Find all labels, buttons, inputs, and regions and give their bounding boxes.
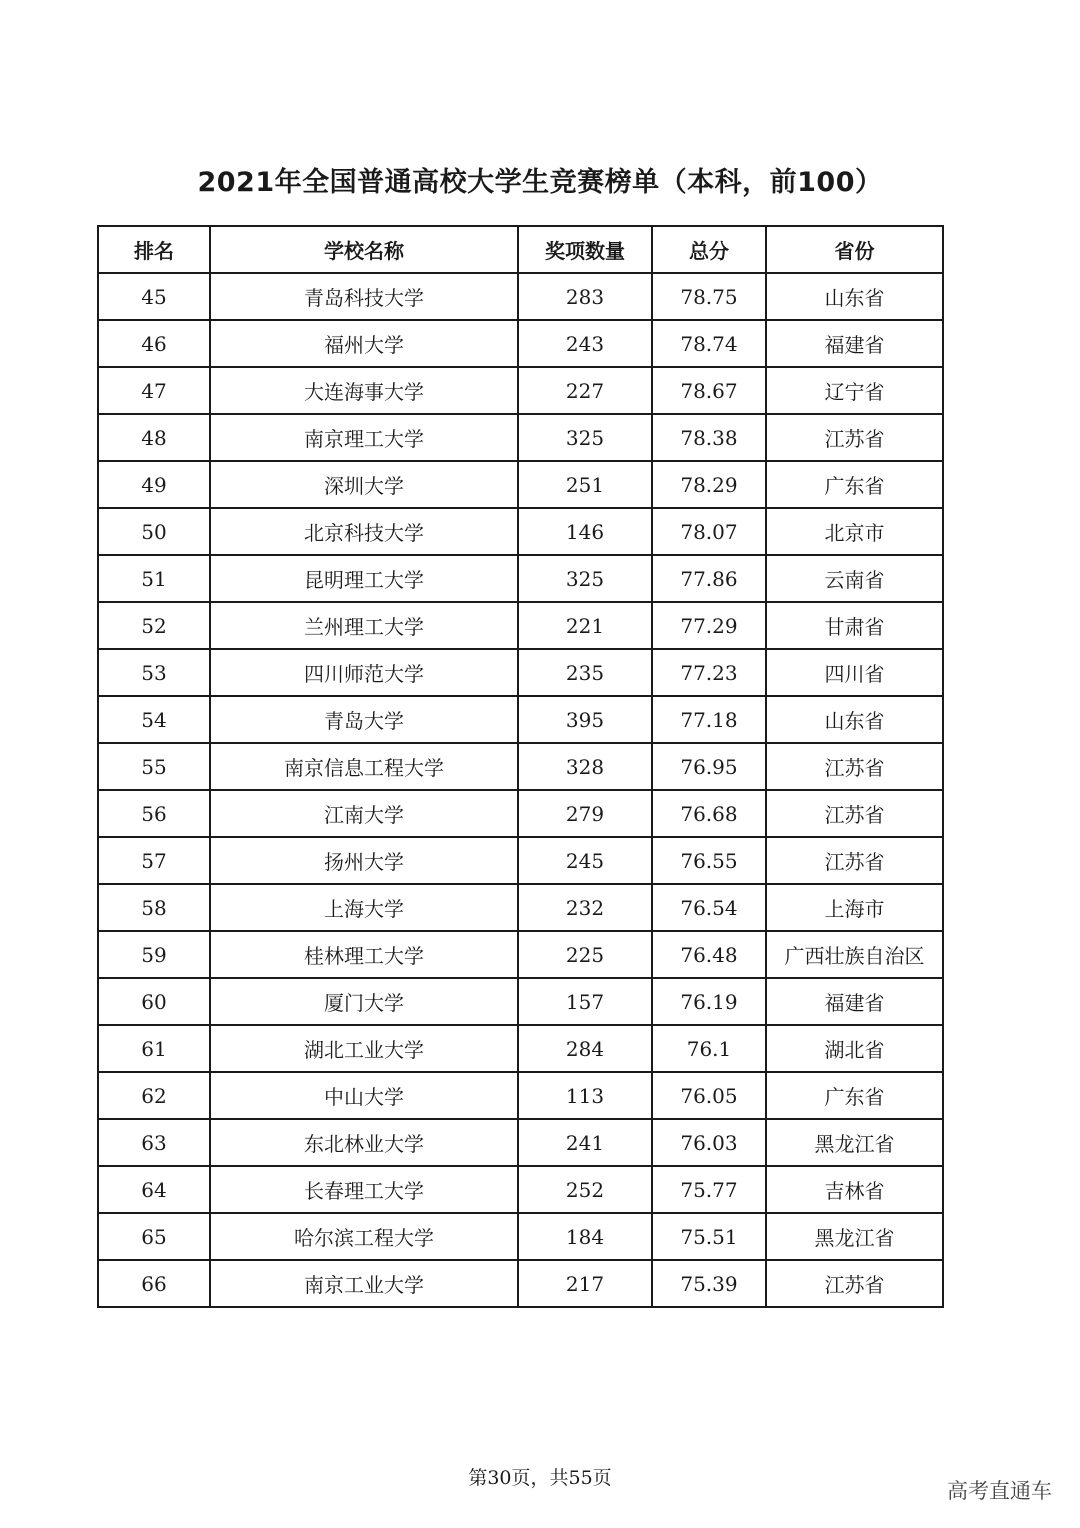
- cell-rank: 46: [98, 320, 210, 367]
- cell-score: 76.48: [652, 931, 766, 978]
- cell-province: 广东省: [766, 1072, 943, 1119]
- page-title: 2021年全国普通高校大学生竞赛榜单（本科，前100）: [197, 167, 883, 198]
- header-awards: 奖项数量: [518, 226, 652, 273]
- cell-rank: 54: [98, 696, 210, 743]
- cell-score: 76.54: [652, 884, 766, 931]
- ranking-table: [97, 225, 944, 1308]
- cell-awards: 243: [518, 320, 652, 367]
- cell-province: 江苏省: [766, 743, 943, 790]
- cell-province: 江苏省: [766, 837, 943, 884]
- cell-school: 扬州大学: [210, 837, 518, 884]
- cell-awards: 217: [518, 1260, 652, 1307]
- cell-score: 75.39: [652, 1260, 766, 1307]
- table-row: [98, 555, 943, 602]
- cell-awards: 221: [518, 602, 652, 649]
- cell-school: 福州大学: [210, 320, 518, 367]
- cell-score: 75.77: [652, 1166, 766, 1213]
- cell-school: 湖北工业大学: [210, 1025, 518, 1072]
- table-row: [98, 649, 943, 696]
- table-row: [98, 1166, 943, 1213]
- cell-province: 福建省: [766, 320, 943, 367]
- cell-school: 青岛大学: [210, 696, 518, 743]
- cell-school: 深圳大学: [210, 461, 518, 508]
- cell-score: 75.51: [652, 1213, 766, 1260]
- cell-score: 76.19: [652, 978, 766, 1025]
- cell-awards: 395: [518, 696, 652, 743]
- cell-score: 76.1: [652, 1025, 766, 1072]
- cell-awards: 279: [518, 790, 652, 837]
- cell-province: 江苏省: [766, 414, 943, 461]
- table-row: [98, 743, 943, 790]
- table-row: [98, 790, 943, 837]
- cell-rank: 57: [98, 837, 210, 884]
- cell-score: 76.03: [652, 1119, 766, 1166]
- cell-school: 东北林业大学: [210, 1119, 518, 1166]
- cell-awards: 325: [518, 414, 652, 461]
- cell-province: 吉林省: [766, 1166, 943, 1213]
- cell-awards: 235: [518, 649, 652, 696]
- cell-awards: 157: [518, 978, 652, 1025]
- cell-rank: 63: [98, 1119, 210, 1166]
- cell-rank: 59: [98, 931, 210, 978]
- table-row: [98, 367, 943, 414]
- cell-rank: 58: [98, 884, 210, 931]
- cell-school: 青岛科技大学: [210, 273, 518, 320]
- cell-rank: 53: [98, 649, 210, 696]
- cell-school: 南京工业大学: [210, 1260, 518, 1307]
- cell-score: 78.74: [652, 320, 766, 367]
- cell-score: 77.29: [652, 602, 766, 649]
- cell-score: 76.95: [652, 743, 766, 790]
- cell-rank: 45: [98, 273, 210, 320]
- cell-province: 云南省: [766, 555, 943, 602]
- cell-awards: 241: [518, 1119, 652, 1166]
- cell-school: 南京理工大学: [210, 414, 518, 461]
- cell-awards: 225: [518, 931, 652, 978]
- cell-rank: 66: [98, 1260, 210, 1307]
- cell-score: 77.86: [652, 555, 766, 602]
- cell-school: 哈尔滨工程大学: [210, 1213, 518, 1260]
- cell-rank: 50: [98, 508, 210, 555]
- watermark-text: 高考直通车: [947, 1479, 1052, 1503]
- cell-school: 中山大学: [210, 1072, 518, 1119]
- table-row: [98, 1072, 943, 1119]
- cell-score: 76.68: [652, 790, 766, 837]
- cell-school: 南京信息工程大学: [210, 743, 518, 790]
- cell-awards: 245: [518, 837, 652, 884]
- header-score: 总分: [652, 226, 766, 273]
- cell-rank: 52: [98, 602, 210, 649]
- cell-rank: 55: [98, 743, 210, 790]
- header-rank: 排名: [98, 226, 210, 273]
- table-row: [98, 320, 943, 367]
- table-body: [98, 273, 943, 1307]
- cell-province: 山东省: [766, 273, 943, 320]
- cell-province: 辽宁省: [766, 367, 943, 414]
- table-row: [98, 602, 943, 649]
- table-row: [98, 837, 943, 884]
- cell-rank: 49: [98, 461, 210, 508]
- cell-rank: 62: [98, 1072, 210, 1119]
- cell-score: 77.23: [652, 649, 766, 696]
- cell-school: 厦门大学: [210, 978, 518, 1025]
- cell-province: 黑龙江省: [766, 1213, 943, 1260]
- cell-rank: 48: [98, 414, 210, 461]
- cell-school: 长春理工大学: [210, 1166, 518, 1213]
- cell-province: 上海市: [766, 884, 943, 931]
- cell-awards: 325: [518, 555, 652, 602]
- cell-province: 湖北省: [766, 1025, 943, 1072]
- cell-awards: 252: [518, 1166, 652, 1213]
- cell-province: 黑龙江省: [766, 1119, 943, 1166]
- table-header-row: [98, 226, 943, 273]
- table-row: [98, 273, 943, 320]
- cell-province: 江苏省: [766, 790, 943, 837]
- header-province: 省份: [766, 226, 943, 273]
- cell-school: 四川师范大学: [210, 649, 518, 696]
- cell-score: 78.75: [652, 273, 766, 320]
- cell-rank: 65: [98, 1213, 210, 1260]
- page-number: 第30页，共55页: [468, 1467, 612, 1489]
- cell-score: 78.38: [652, 414, 766, 461]
- cell-score: 78.67: [652, 367, 766, 414]
- cell-school: 桂林理工大学: [210, 931, 518, 978]
- cell-province: 福建省: [766, 978, 943, 1025]
- table-row: [98, 1213, 943, 1260]
- cell-awards: 146: [518, 508, 652, 555]
- cell-province: 广东省: [766, 461, 943, 508]
- cell-rank: 60: [98, 978, 210, 1025]
- cell-school: 大连海事大学: [210, 367, 518, 414]
- cell-province: 江苏省: [766, 1260, 943, 1307]
- table-row: [98, 508, 943, 555]
- cell-rank: 56: [98, 790, 210, 837]
- cell-school: 兰州理工大学: [210, 602, 518, 649]
- cell-rank: 51: [98, 555, 210, 602]
- table-row: [98, 931, 943, 978]
- cell-awards: 328: [518, 743, 652, 790]
- table-row: [98, 884, 943, 931]
- table-row: [98, 1025, 943, 1072]
- table-row: [98, 696, 943, 743]
- table-row: [98, 1260, 943, 1307]
- cell-score: 76.55: [652, 837, 766, 884]
- cell-school: 北京科技大学: [210, 508, 518, 555]
- cell-score: 77.18: [652, 696, 766, 743]
- cell-province: 甘肃省: [766, 602, 943, 649]
- cell-school: 上海大学: [210, 884, 518, 931]
- cell-province: 山东省: [766, 696, 943, 743]
- cell-school: 江南大学: [210, 790, 518, 837]
- cell-awards: 251: [518, 461, 652, 508]
- cell-province: 北京市: [766, 508, 943, 555]
- cell-awards: 113: [518, 1072, 652, 1119]
- cell-province: 广西壮族自治区: [766, 931, 943, 978]
- cell-score: 78.29: [652, 461, 766, 508]
- cell-rank: 61: [98, 1025, 210, 1072]
- table-row: [98, 978, 943, 1025]
- cell-score: 78.07: [652, 508, 766, 555]
- table-row: [98, 461, 943, 508]
- cell-awards: 184: [518, 1213, 652, 1260]
- cell-awards: 283: [518, 273, 652, 320]
- cell-awards: 284: [518, 1025, 652, 1072]
- cell-awards: 232: [518, 884, 652, 931]
- table-row: [98, 1119, 943, 1166]
- header-school: 学校名称: [210, 226, 518, 273]
- table-row: [98, 414, 943, 461]
- cell-rank: 47: [98, 367, 210, 414]
- cell-school: 昆明理工大学: [210, 555, 518, 602]
- cell-province: 四川省: [766, 649, 943, 696]
- cell-score: 76.05: [652, 1072, 766, 1119]
- cell-awards: 227: [518, 367, 652, 414]
- cell-rank: 64: [98, 1166, 210, 1213]
